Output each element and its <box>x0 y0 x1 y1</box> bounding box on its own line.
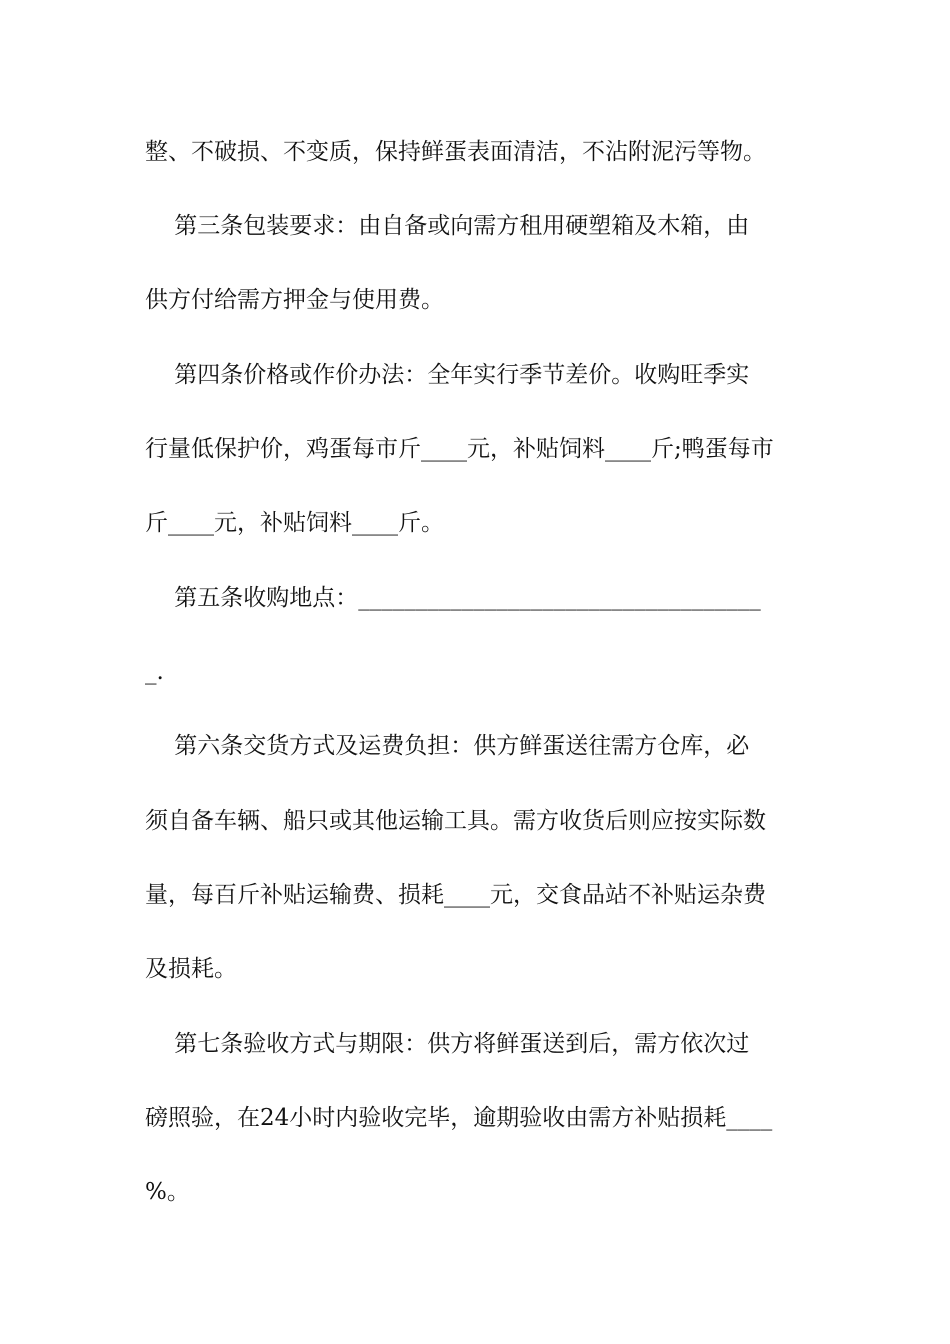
text-line-10: 须自备车辆、船只或其他运输工具。需方收货后则应按实际数 <box>145 808 766 834</box>
text-line-12: 及损耗。 <box>145 956 237 982</box>
text-line-9: 第六条交货方式及运费负担：供方鲜蛋送往需方仓库，必 <box>145 733 750 759</box>
text-line-6: 斤____元，补贴饲料____斤。 <box>145 510 444 536</box>
text-line-5: 行量低保护价，鸡蛋每市斤____元，补贴饲料____斤;鸭蛋每市 <box>145 436 774 462</box>
text-line-1: 整、不破损、不变质，保持鲜蛋表面清洁，不沾附泥污等物。 <box>145 139 766 165</box>
text-line-13: 第七条验收方式与期限：供方将鲜蛋送到后，需方依次过 <box>145 1031 750 1057</box>
text-line-3: 供方付给需方押金与使用费。 <box>145 287 444 313</box>
text-line-11: 量，每百斤补贴运输费、损耗____元，交食品站不补贴运杂费 <box>145 882 766 908</box>
text-line-15: %。 <box>145 1179 190 1205</box>
text-line-14: 磅照验，在24小时内验收完毕，逾期验收由需方补贴损耗____ <box>145 1105 773 1131</box>
text-line-2: 第三条包装要求：由自备或向需方租用硬塑箱及木箱，由 <box>145 213 750 239</box>
text-line-7: 第五条收购地点：___________________________________ <box>145 585 761 611</box>
text-line-8: _. <box>145 659 164 685</box>
text-line-4: 第四条价格或作价办法：全年实行季节差价。收购旺季实 <box>145 362 750 388</box>
